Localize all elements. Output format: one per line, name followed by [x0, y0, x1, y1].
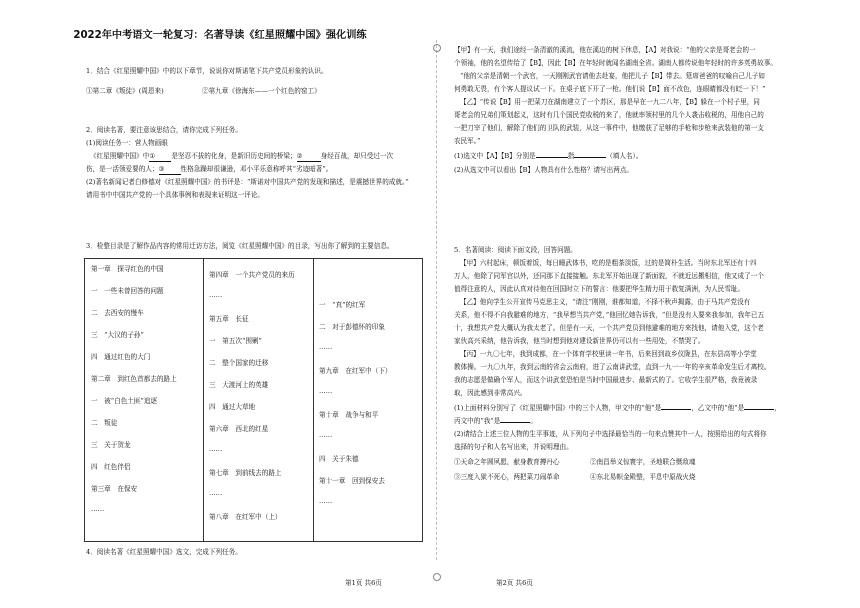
- toc-entry: ……: [319, 387, 333, 395]
- toc-entry: 一 一些未曾回答的问题: [91, 287, 164, 295]
- right-page: [440, 0, 860, 608]
- toc-entry: ……: [319, 431, 333, 439]
- toc-entry: 四 关于朱德: [319, 455, 359, 463]
- toc-entry: 二 整个国家的迁移: [209, 359, 269, 367]
- toc-entry: 三 关于贺龙: [91, 441, 131, 449]
- q5-stem: 5．名著阅读：阅读下面文段，回答问题。: [454, 246, 577, 254]
- passage-yi: 哥老会的兄弟们策划起义，这时有几个国民党收税的来了，他就率领村里的几个人袭击收税的，用他自己的: [454, 111, 764, 119]
- toc-column-2: [203, 259, 314, 541]
- passage-yi-5: 十，我想共产党大概认为我太老了。但是有一天，一个共产党员到他避难的地方来找他，请他入党，这个老: [454, 324, 764, 332]
- toc-entry: ……: [319, 343, 333, 351]
- toc-column-3: [313, 259, 422, 541]
- answer-blank[interactable]: [536, 157, 568, 158]
- passage-bing-5: 取，因此感到非常高兴。: [454, 389, 527, 397]
- toc-entry: 第八章 在红军中（上）: [209, 513, 282, 521]
- q2-stem: 2．阅读名著，要注意该思结合，请你完成下列任务。: [86, 126, 242, 134]
- q5-sub-1b: 丙文中的“我”是 。: [454, 417, 537, 425]
- passage-bing-5: 【丙】一九〇七年，我到成都，在一个体育学校里读一年书，后来回到故乡仪陇县，在东县高等小学堂: [460, 350, 757, 358]
- toc-entry: 第三章 在保安: [91, 485, 138, 493]
- toc-entry: 第十一章 回到保安去: [319, 477, 385, 485]
- q2-line-2: 伤，是一活领爱要的人；③ 性格急躁却很谦逊，邓小平乐意称呼其“劣迹暗著”。: [86, 165, 333, 173]
- toc-entry: 二 去西安的慢车: [91, 309, 144, 317]
- q4-sub-1: (1)选文中【A】【B】分别是 指 （填人名）。: [454, 152, 643, 160]
- passage-jia: 何勇敢无畏，有个客人提议试一下。在桌子底下开了一枪。他们说【B】面不改色，连眼睛都没有眨一下！”: [454, 85, 766, 93]
- q1-option-1: ①第二章《叛徒》(周恩来): [86, 87, 164, 95]
- toc-entry: 一 第五次“围剿”: [209, 337, 262, 345]
- toc-entry: 第四章 一个共产党员的来历: [209, 271, 295, 279]
- toc-entry: 三 大渡河上的英雄: [209, 381, 269, 389]
- passage-yi-5: 关系，他不得不自我避难的地方，“我早想当共产党，”他回忆她告诉我，“但是没有人要来我参加，我年已五: [454, 311, 765, 319]
- toc-entry: 四 通过红色的大门: [91, 353, 151, 361]
- toc-entry: 一 被“白色土匪”追逐: [91, 397, 158, 405]
- toc-entry: 三 “大汉的子孙”: [91, 331, 144, 339]
- passage-bing-5: 我的志愿是做确个军人，而这个讲武堂恐怕是当时中国最进步、最新式的了。它收学生很严格，我竟被录: [454, 376, 758, 384]
- option-3: ③三度入狱不死心，两把菜刀闹革命: [454, 473, 560, 481]
- answer-blank[interactable]: ①: [149, 152, 171, 162]
- toc-entry: 第九章 在红军中（下）: [319, 367, 392, 375]
- answer-blank[interactable]: [744, 409, 774, 410]
- toc-entry: 第二章 到红色首都去的路上: [91, 375, 177, 383]
- page-footer: 第1页 共6页: [345, 579, 382, 587]
- option-1: ①天命之年圆夙愿，献身教育搏丹心: [454, 458, 560, 466]
- q2-line-4: 请用书中中国共产党的一个具体事例和表现来证明这一评论。: [86, 191, 265, 199]
- answer-blank[interactable]: [574, 157, 606, 158]
- q2-task: (1)阅读任务一：营人物画眼: [86, 139, 168, 147]
- q3-stem: 3．检整目录是了解作品内容的常用迁访方法，阅览《红星照耀中国》的目录，写出你了解到的主要信息。: [86, 242, 394, 250]
- passage-yi: 一把刀宰了他们，解除了他们的卫队的武装，从这一事件中，他缴获了足够的手枪和步枪来武装他的第一支: [454, 124, 764, 132]
- passage-jia: 【甲】有一天，我们途经一条清澈的溪流，他在溪边的树下休息，【A】对我说：“他的父亲是哥老会的一: [454, 46, 756, 54]
- toc-entry: ……: [209, 489, 223, 497]
- q4-stem: 4．阅读名著《红星照耀中国》选文，完成下列任务。: [86, 548, 242, 556]
- passage-yi-5: 【乙】他向学生公开宣传马克思主义，“请注”刚刚，谁都知道，不择不秋声揭露，由于马共产党没有: [460, 298, 751, 306]
- q2-line-3: (2)著名新闻记者白修德对《红星照耀中国》的书评是：“斯诺对中国共产党的发现和描述，是震撼世界的成就。”: [86, 178, 409, 186]
- q1-stem: 1．结合《红星照耀中国》中的以下章节，说说你对斯诺笔下共产党员形象的认识。: [86, 67, 328, 75]
- q1-option-2: ②第九章《徐海东——一个红色的窑工》: [202, 87, 321, 95]
- toc-entry: 四 通过大草地: [209, 403, 256, 411]
- q5-sub-2: 选择的句子和人名写出来，并说明理由。: [454, 443, 573, 451]
- toc-entry: ……: [209, 291, 223, 299]
- passage-jia-5: 值得注意的人，因此认真对待他在回国时立下的誓言：他要把华生精力用于救复满洲，为人民雪耻。: [454, 285, 745, 293]
- answer-blank[interactable]: ③: [159, 165, 181, 175]
- passage-yi-5: 家伙高兴采纳，他告诉我，他当时想到他对建设新世界仍可以有一些用处，不禁哭了。: [454, 337, 705, 345]
- passage-jia-5: 【甲】六村起床，顿饭着饭，每日睡武体书，吃的是粗茶淡饭，过的是简朴生活。当时东北军还有十四: [460, 259, 757, 267]
- page-footer: 第2页 共6页: [496, 579, 533, 587]
- answer-blank[interactable]: [661, 409, 691, 410]
- q2-line-1: 《红星照耀中国》中① 是坚忍不拔的化身，是新旧历史间的桥梁；② 身经百战，却只受过一次: [90, 152, 394, 160]
- passage-jia: 个领袖，他的名望传给了【B】，因此【B】在年轻时就闻名湖南全省。湖南人都传说他年轻时的许多英勇故事。: [454, 59, 777, 67]
- passage-jia-5: 万人，他除了同军官以外，还同那下直接接触。东北军开始出现了新面貌，不就近远搬相信，他又成了一个: [454, 272, 764, 280]
- q4-sub-2: (2)从选文中可以看出【B】人物具有什么性格？请写出两点。: [454, 166, 634, 174]
- answer-blank[interactable]: ②: [297, 152, 321, 162]
- answer-blank[interactable]: [500, 422, 530, 423]
- toc-entry: 第六章 西北的红星: [209, 425, 269, 433]
- toc-entry: ……: [209, 445, 223, 453]
- table-of-contents: [84, 258, 423, 542]
- toc-entry: 一 “真”的红军: [319, 301, 366, 309]
- option-4: ④东北易帜金殿整，平息中原战火烧: [590, 473, 696, 481]
- q5-sub-1: (1)上面材料分别写了《红星照耀中国》中的三个人物，甲文中的“他”是 ，乙文中的“他”是 ，: [454, 404, 781, 412]
- toc-entry: 四 红色伴侣: [91, 463, 131, 471]
- toc-entry: ……: [91, 505, 105, 513]
- passage-bing-5: 教体操。一九〇九年，我到云南的省会云南府，进了云南讲武堂，直到一九一一年的辛亥革命发生后才离校。: [454, 363, 771, 371]
- toc-entry: 第五章 长征: [209, 315, 249, 323]
- toc-entry: 第一章 探寻红色的中国: [91, 265, 164, 273]
- toc-entry: 二 叛徒: [91, 419, 118, 427]
- q5-sub-2: (2)请结合上述三位人物的生平事迹，从下列句子中选择最恰当的一句来点赞其中一人，按照给出的句式将你: [454, 430, 767, 438]
- passage-yi: 【乙】“传说【B】用一把菜刀在湖南建立了一个苏区，那是早在一九二八年，【B】躲在一个村子里，同: [460, 98, 760, 106]
- toc-entry: ……: [319, 497, 333, 505]
- page-title: 2022年中考语文一轮复习：名著导读《红星照耀中国》强化训练: [73, 30, 367, 41]
- toc-entry: 二 对于彭德怀的印象: [319, 323, 385, 331]
- toc-entry: 第七章 到前线去的路上: [209, 469, 282, 477]
- passage-jia: “他的父亲是清朝一个武官，一天刚刚武官请他去赴宴，他把儿子【B】带去。筵席爸爸的叹喻自己儿子如: [460, 72, 765, 80]
- option-2: ②南昌举义惊寰宇，圣地联合慑敌魂: [590, 458, 696, 466]
- passage-yi: 农民军。”: [454, 137, 481, 145]
- toc-entry: 第十章 战争与和平: [319, 411, 379, 419]
- toc-column-1: [85, 259, 204, 541]
